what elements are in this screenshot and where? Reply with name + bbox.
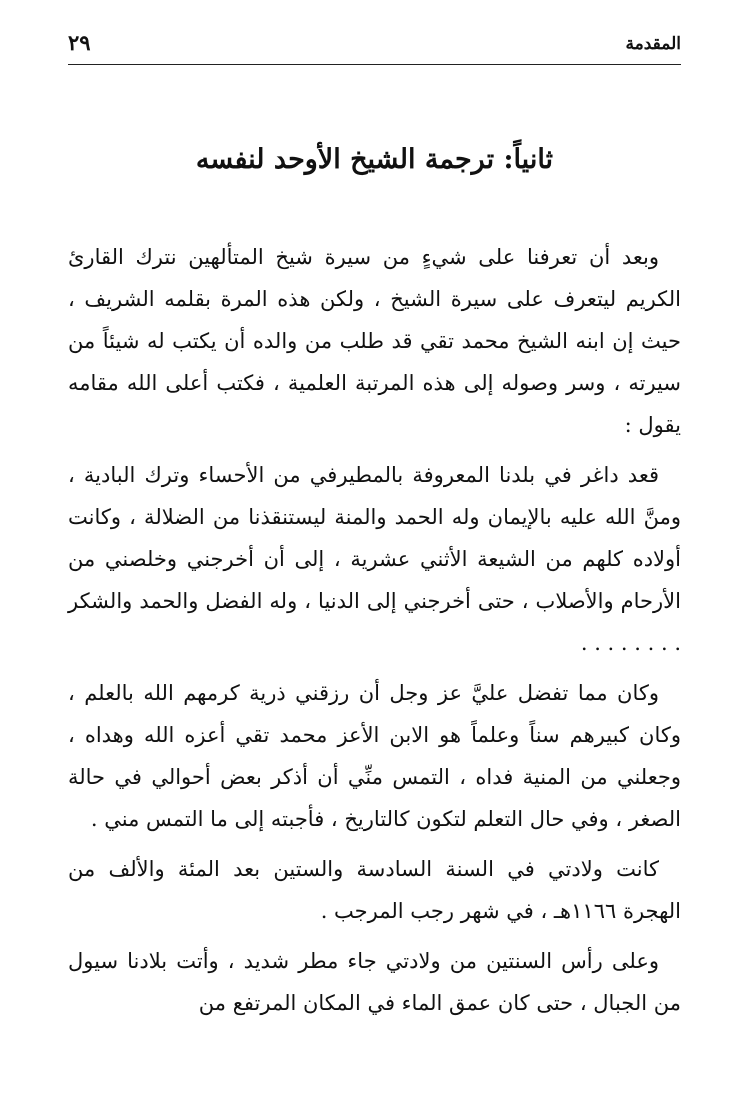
paragraph: كانت ولادتي في السنة السادسة والستين بعد المئة والألف من الهجرة ١١٦٦هـ ، في شهر رجب المرجب . [68,857,681,923]
section-heading: ثانياً: ترجمة الشيخ الأوحد لنفسه [195,144,554,175]
page-number: ٢٩ [68,30,91,55]
paragraph: وكان مما تفضل عليَّ عز وجل أن رزقني ذرية كرمهم الله بالعلم ، وكان كبيرهم سناً وعلماً هو الابن الأعز محمد تقي أعزه الله وهداه ، وجعلني من المنية فداه ، التمس منِّي أن أذكر بعض أحوالي في حالة الصغر ، وفي حال التعلم لتكون كالتاريخ ، فأجبته إلى ما التمس مني . [68,681,681,831]
paragraph: قعد داغر في بلدنا المعروفة بالمطيرفي من الأحساء وترك البادية ، ومنَّ الله عليه بالإيمان وله الحمد والمنة ليستنقذنا من الضلالة ، وكانت أولاده كلهم من الشيعة الأثني عشرية ، إلى أن أخرجني وخلصني من الأرحام والأصلاب ، حتى أخرجني إلى الدنيا ، وله الفضل والحمد والشكر . . . . . . . . [68,463,681,655]
running-head-title: المقدمة [625,34,681,54]
body-text [68,236,681,1032]
paragraph: وعلى رأس السنتين من ولادتي جاء مطر شديد ، وأتت بلادنا سيول من الجبال ، حتى كان عمق الماء في المكان المرتفع من [68,949,681,1015]
paragraph: وبعد أن تعرفنا على شيءٍ من سيرة شيخ المتألهين نترك القارئ الكريم ليتعرف على سيرة الشيخ ، ولكن هذه المرة بقلمه الشريف ، حيث إن ابنه الشيخ محمد تقي قد طلب من والده أن يكتب له شيئاً من سيرته ، وسر وصوله إلى هذه المرتبة العلمية ، فكتب أعلى الله مقامه يقول : [68,245,681,437]
running-head [68,28,681,65]
